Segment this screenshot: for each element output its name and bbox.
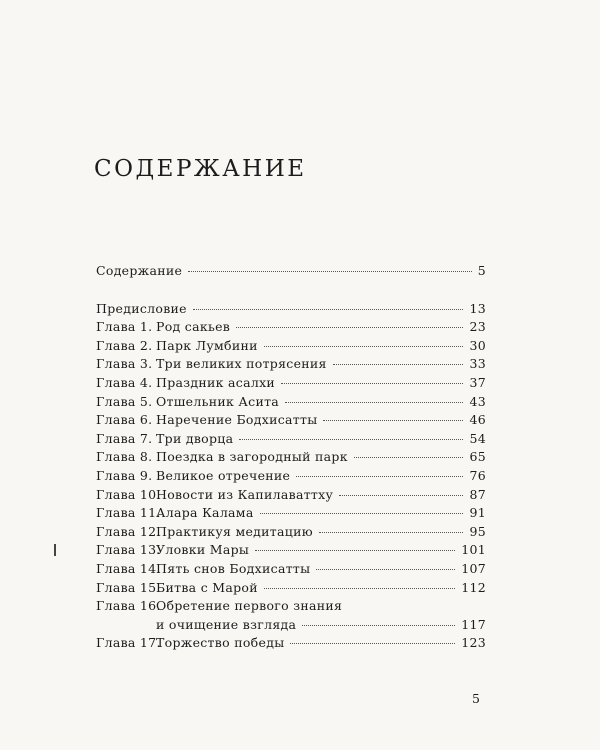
chapter-page: 46 (469, 412, 486, 428)
dot-leader (296, 476, 463, 477)
toc-entry-chapter-10[interactable] (96, 486, 486, 505)
chapter-number: Глава 1. (96, 319, 153, 335)
chapter-number: Глава 15. (96, 579, 161, 595)
chapter-page: 23 (469, 319, 486, 335)
chapter-page: 117 (461, 616, 486, 632)
toc-entry-title: Содержание (96, 263, 183, 278)
page-title: СОДЕРЖАНИЕ (94, 156, 307, 182)
toc-entry-chapter-8[interactable] (96, 448, 486, 467)
chapter-number: Глава 11. (96, 505, 161, 521)
chapter-page: 76 (469, 467, 486, 483)
dot-leader (236, 327, 463, 328)
chapter-page: 112 (461, 579, 486, 595)
toc-entry-preface[interactable] (96, 300, 486, 319)
chapter-number: Глава 13. (96, 542, 161, 558)
chapter-page: 37 (469, 374, 486, 390)
toc-entry-chapter-5[interactable] (96, 393, 486, 412)
page-number: 5 (472, 691, 480, 706)
dot-leader (319, 532, 464, 533)
toc-entry-chapter-14[interactable] (96, 560, 486, 579)
chapter-number: Глава 3. (96, 356, 153, 372)
dot-leader (281, 383, 463, 384)
dot-leader (316, 569, 455, 570)
chapter-page: 65 (469, 449, 486, 465)
chapter-title: Битва с Марой (156, 579, 258, 595)
chapter-number: Глава 6. (96, 412, 153, 428)
chapter-title: Практикуя медитацию (156, 523, 313, 539)
table-of-contents (96, 262, 486, 653)
chapter-title: Три великих потрясения (156, 356, 327, 372)
margin-mark (54, 544, 56, 556)
toc-entry-chapter-6[interactable] (96, 411, 486, 430)
chapter-page: 95 (469, 523, 486, 539)
chapter-page: 33 (469, 356, 486, 372)
toc-entry-chapter-12[interactable] (96, 523, 486, 542)
chapter-number: Глава 9. (96, 467, 153, 483)
chapter-title-continuation: и очищение взгляда (156, 616, 297, 632)
dot-leader (188, 271, 472, 272)
chapter-title-line-1 (156, 597, 486, 616)
chapter-number: Глава 17. (96, 635, 161, 651)
chapter-title: Обретение первого знания (156, 598, 343, 614)
toc-entry-chapter-13[interactable] (96, 541, 486, 560)
chapter-page: 101 (461, 542, 486, 558)
chapter-page: 87 (469, 486, 486, 502)
toc-entry-chapter-11[interactable] (96, 504, 486, 523)
chapter-page: 91 (469, 505, 486, 521)
toc-entry-title: Предисловие (96, 300, 187, 316)
chapter-title: Род сакьев (156, 319, 231, 335)
chapter-title: Торжество победы (156, 635, 285, 651)
chapter-title: Алара Калама (156, 505, 254, 521)
chapter-title: Уловки Мары (156, 542, 250, 558)
chapter-number: Глава 16. (96, 598, 161, 614)
toc-entry-chapter-17[interactable] (96, 634, 486, 653)
chapter-title: Парк Лумбини (156, 337, 258, 353)
toc-entry-chapter-4[interactable] (96, 374, 486, 393)
chapter-number: Глава 12. (96, 523, 161, 539)
chapter-title: Новости из Капилаваттху (156, 486, 334, 502)
dot-leader (354, 457, 464, 458)
chapter-title: Поездка в загородный парк (156, 449, 348, 465)
toc-entry-page: 13 (469, 300, 486, 316)
chapter-title: Пять снов Бодхисатты (156, 560, 311, 576)
chapter-number: Глава 4. (96, 374, 153, 390)
chapter-page: 43 (469, 393, 486, 409)
dot-leader (264, 346, 464, 347)
dot-leader (239, 439, 463, 440)
chapter-title: Наречение Бодхисатты (156, 412, 318, 428)
chapter-number: Глава 5. (96, 393, 153, 409)
dot-leader (290, 643, 455, 644)
chapter-number: Глава 2. (96, 337, 153, 353)
chapter-title: Праздник асалхи (156, 374, 276, 390)
dot-leader (260, 513, 464, 514)
toc-entry-chapter-1[interactable] (96, 318, 486, 337)
toc-entry-contents[interactable] (96, 262, 486, 281)
chapter-page: 107 (461, 560, 486, 576)
chapter-number: Глава 7. (96, 430, 153, 446)
dot-leader (193, 309, 464, 310)
dot-leader (302, 625, 455, 626)
chapter-number: Глава 10. (96, 486, 161, 502)
dot-leader (323, 420, 463, 421)
chapter-title-block (156, 597, 486, 634)
toc-entry-chapter-3[interactable] (96, 355, 486, 374)
dot-leader (264, 588, 455, 589)
chapter-page: 30 (469, 337, 486, 353)
chapter-title: Великое отречение (156, 467, 291, 483)
toc-entry-chapter-2[interactable] (96, 337, 486, 356)
chapter-title: Три дворца (156, 430, 234, 446)
toc-entry-chapter-9[interactable] (96, 467, 486, 486)
dot-leader (285, 402, 463, 403)
chapter-title: Отшельник Асита (156, 393, 280, 409)
chapter-number: Глава 8. (96, 449, 153, 465)
dot-leader (333, 364, 464, 365)
toc-entry-chapter-7[interactable] (96, 430, 486, 449)
dot-leader (339, 495, 463, 496)
toc-entry-page: 5 (477, 263, 486, 278)
toc-entry-chapter-15[interactable] (96, 579, 486, 598)
chapter-title-line-2 (156, 616, 486, 635)
chapter-number: Глава 14. (96, 560, 161, 576)
chapter-page: 54 (469, 430, 486, 446)
chapter-page: 123 (461, 635, 486, 651)
dot-leader (255, 550, 455, 551)
toc-entry-chapter-16[interactable] (96, 597, 486, 634)
